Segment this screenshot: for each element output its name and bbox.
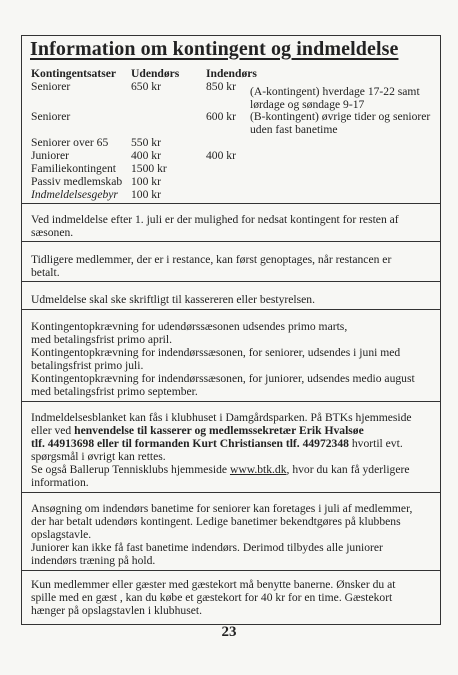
table-header-indendors: Indendørs [206, 67, 257, 80]
paragraph-text: Se også Ballerup Tennisklubs hjemmeside [31, 463, 230, 476]
paragraph-line: Kontingentopkrævning for indendørssæsonen, for seniorer, udsendes i juni med [31, 346, 401, 359]
paragraph-line: Udmeldelse skal ske skriftligt til kassereren eller bestyrelsen. [31, 293, 315, 306]
paragraph-line: Ved indmeldelse efter 1. juli er der mulighed for nedsat kontingent for resten af [31, 213, 399, 226]
table-cell-note: (A-kontingent) hverdage 17-22 samt [250, 85, 420, 98]
section-divider [21, 401, 441, 402]
page-number: 23 [221, 624, 237, 640]
table-cell-udendors: 550 kr [131, 136, 161, 149]
paragraph-line: sæsonen. [31, 226, 74, 239]
table-cell-udendors: 100 kr [131, 188, 161, 201]
table-cell-indendors: 400 kr [206, 149, 236, 162]
table-header-udendors: Udendørs [131, 67, 180, 80]
table-cell-udendors: 650 kr [131, 80, 161, 93]
paragraph-line: Kun medlemmer eller gæster med gæstekort må benytte banerne. Ønsker du at [31, 578, 396, 591]
paragraph-line: Tidligere medlemmer, der er i restance, kan først genoptages, når restancen er [31, 253, 392, 266]
table-row-label: Passiv medlemskab [31, 175, 123, 188]
paragraph-line: Kontingentopkrævning for indendørssæsonen, for juniorer, udsendes medio august [31, 372, 415, 385]
section-divider [21, 309, 441, 310]
paragraph-line: Juniorer kan ikke få fast banetime indendørs. Derimod tilbydes alle juniorer [31, 541, 383, 554]
paragraph-line: med betalingsfrist primo april. [31, 333, 173, 346]
table-row-label: Seniorer over 65 [31, 136, 109, 149]
paragraph-line: med betalingsfrist primo september. [31, 385, 198, 398]
paragraph-line: information. [31, 476, 89, 489]
contact-phone-text: tlf. 44913698 eller til formanden Kurt Christiansen tlf. 44972348 [31, 437, 349, 450]
paragraph-line: Indmeldelsesblanket kan fås i klubhuset i Damgårdsparken. På BTKs hjemmeside [31, 411, 412, 424]
paragraph-text: eller ved [31, 424, 75, 437]
website-link[interactable]: www.btk.dk [229, 463, 287, 476]
paragraph-line: der har betalt udendørs kontingent. Ledige banetimer bekendtgøres på klubbens [31, 515, 401, 528]
paragraph-text: , hvor du kan få yderligere [286, 463, 410, 476]
table-header-label: Kontingentsatser [31, 67, 117, 80]
paragraph-line [31, 437, 403, 450]
table-cell-indendors: 600 kr [206, 110, 236, 123]
paragraph-line: Kontingentopkrævning for udendørssæsonen udsendes primo marts, [31, 320, 348, 333]
paragraph-line [31, 424, 364, 437]
table-row-label: Seniorer [31, 110, 71, 123]
page-title: Information om kontingent og indmeldelse [30, 38, 399, 60]
paragraph-line: betalt. [31, 266, 60, 279]
paragraph-line: opslagstavle. [31, 528, 92, 541]
paragraph-line: indendørs træning på hold. [31, 554, 156, 567]
section-divider [21, 241, 441, 242]
table-row-label: Seniorer [31, 80, 71, 93]
paragraph-line: spille med en gæst , kan du købe et gæstekort for 40 kr for en time. Gæstekort [31, 591, 393, 604]
table-cell-udendors: 400 kr [131, 149, 161, 162]
table-row-label: Juniorer [31, 149, 69, 162]
paragraph-line [31, 463, 410, 476]
section-divider [21, 281, 441, 282]
section-divider [21, 570, 441, 571]
table-row-label: Indmeldelsesgebyr [31, 188, 118, 201]
section-divider [21, 203, 441, 204]
paragraph-line: spørgsmål i øvrigt kan rettes. [31, 450, 166, 463]
table-cell-note: uden fast banetime [250, 123, 338, 136]
paragraph-line: hænger på opslagstavlen i klubhuset. [31, 604, 202, 617]
contact-text: henvendelse til kasserer og medlemssekretær Erik Hvalsøe [74, 424, 364, 437]
table-cell-udendors: 100 kr [131, 175, 161, 188]
table-cell-indendors: 850 kr [206, 80, 236, 93]
table-row-label: Familiekontingent [31, 162, 117, 175]
paragraph-line: betalingsfrist primo juli. [31, 359, 144, 372]
table-cell-udendors: 1500 kr [131, 162, 167, 175]
paragraph-text: hvortil evt. [348, 437, 403, 450]
table-cell-note: (B-kontingent) øvrige tider og seniorer [250, 110, 431, 123]
table-cell-note: lørdage og søndage 9-17 [250, 98, 365, 111]
paragraph-line: Ansøgning om indendørs banetime for seniorer kan foretages i juli af medlemmer, [31, 502, 413, 515]
section-divider [21, 492, 441, 493]
